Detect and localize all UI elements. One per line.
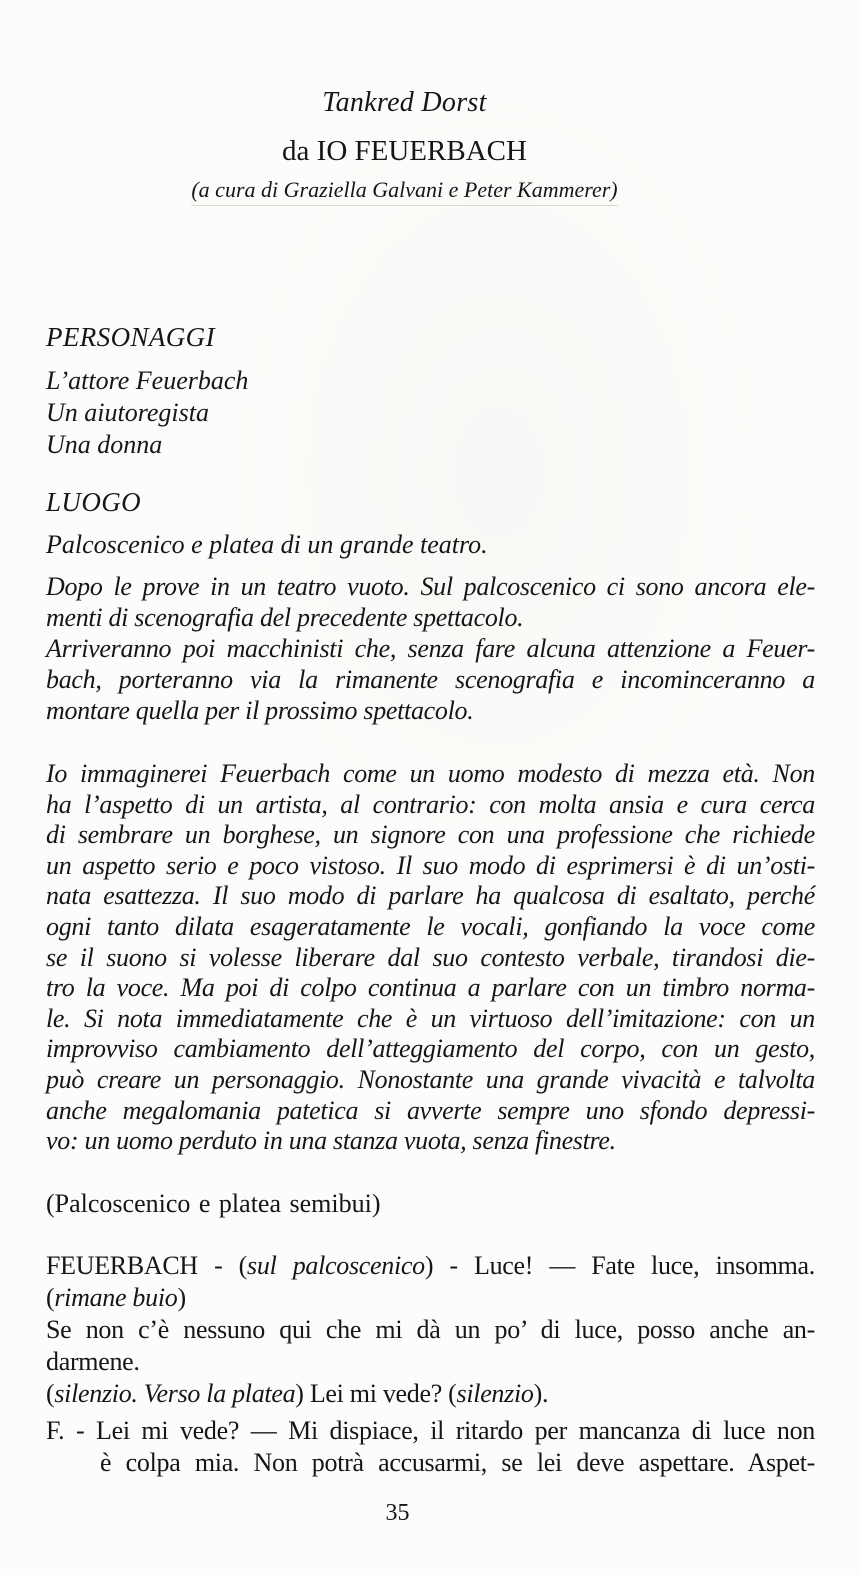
- text-line: ha l’aspetto di un artista, al contrario: con molta ansia e cura cerca: [46, 789, 815, 819]
- text-line: anche megalomania patetica si avverte sempre uno sfondo depressi-: [46, 1095, 815, 1125]
- work-title: da IO FEUERBACH: [282, 135, 527, 167]
- text-line: Se non c’è nessuno qui che mi dà un po’ di luce, posso anche an-: [46, 1315, 815, 1344]
- character-list: [46, 365, 815, 461]
- text-line: (silenzio. Verso la platea) Lei mi vede? (silenzio).: [46, 1379, 549, 1408]
- text-line: nata esattezza. Il suo modo di parlare ha qualcosa di esaltato, perché: [46, 881, 815, 911]
- editors-credit-text: (a cura di Graziella Galvani e Peter Kammerer): [191, 177, 617, 206]
- personaggi-heading: PERSONAGGI: [46, 322, 215, 352]
- text-line: di sembrare un borghese, un signore con una professione che richiede: [46, 820, 815, 850]
- text-line: un aspetto serio e poco vistoso. Il suo modo di esprimersi è di un’osti-: [46, 850, 815, 880]
- text-line: FEUERBACH - (sul palcoscenico) - Luce! — Fate luce, insomma.: [46, 1251, 815, 1280]
- text-line: Un aiutoregista: [46, 398, 209, 427]
- dialogue-feuerbach-reply: [46, 1415, 815, 1479]
- text-line: Dopo le prove in un teatro vuoto. Sul palcoscenico ci sono ancora ele-: [46, 572, 815, 601]
- text-line: montare quella per il prossimo spettacolo.: [46, 696, 474, 725]
- text-line: Io immaginerei Feuerbach come un uomo modesto di mezza età. Non: [46, 759, 815, 788]
- text-line: L’attore Feuerbach: [46, 366, 249, 395]
- text-line: se il suono si volesse liberare dal suo contesto verbale, tirandosi die-: [46, 942, 815, 972]
- text-line: ogni tanto dilata esageratamente le vocali, gonfiando la voce come: [46, 911, 815, 941]
- scene-lighting-note: (Palcoscenico e platea semibui): [46, 1189, 381, 1218]
- dialogue-feuerbach-first: [46, 1250, 815, 1410]
- text-line: può creare un personaggio. Nonostante una grande vivacità e talvolta: [46, 1064, 815, 1094]
- luogo-heading: LUOGO: [46, 487, 142, 517]
- text-line: (rimane buio): [46, 1283, 186, 1312]
- text-line: darmene.: [46, 1347, 140, 1376]
- text-line: F. - Lei mi vede? — Mi dispiace, il ritardo per mancanza di luce non: [46, 1416, 815, 1445]
- text-line: tro la voce. Ma poi di colpo continua a parlare con un timbro norma-: [46, 973, 815, 1003]
- stage-direction-paragraph-2: [46, 759, 815, 1157]
- page-number: 35: [385, 1500, 410, 1526]
- text-line: le. Si nota immediatamente che è un virtuoso dell’imitazione: con un: [46, 1003, 815, 1033]
- editors-credit: [20, 177, 789, 206]
- luogo-description: Palcoscenico e platea di un grande teatro.: [46, 530, 488, 559]
- text-line: Una donna: [46, 430, 163, 459]
- text-line: menti di scenografia del precedente spettacolo.: [46, 603, 524, 632]
- text-line: bach, porteranno via la rimanente scenografia e incominceranno a: [46, 665, 815, 694]
- text-line: è colpa mia. Non potrà accusarmi, se lei deve aspettare. Aspet-: [100, 1448, 815, 1477]
- text-line: improvviso cambiamento dell’atteggiamento del corpo, con un gesto,: [46, 1034, 815, 1064]
- text-line: vo: un uomo perduto in una stanza vuota, senza finestre.: [46, 1126, 616, 1156]
- text-line: Arriveranno poi macchinisti che, senza fare alcuna attenzione a Feuer-: [46, 634, 815, 663]
- author-name: Tankred Dorst: [322, 87, 487, 118]
- stage-direction-paragraph-1: [46, 571, 815, 726]
